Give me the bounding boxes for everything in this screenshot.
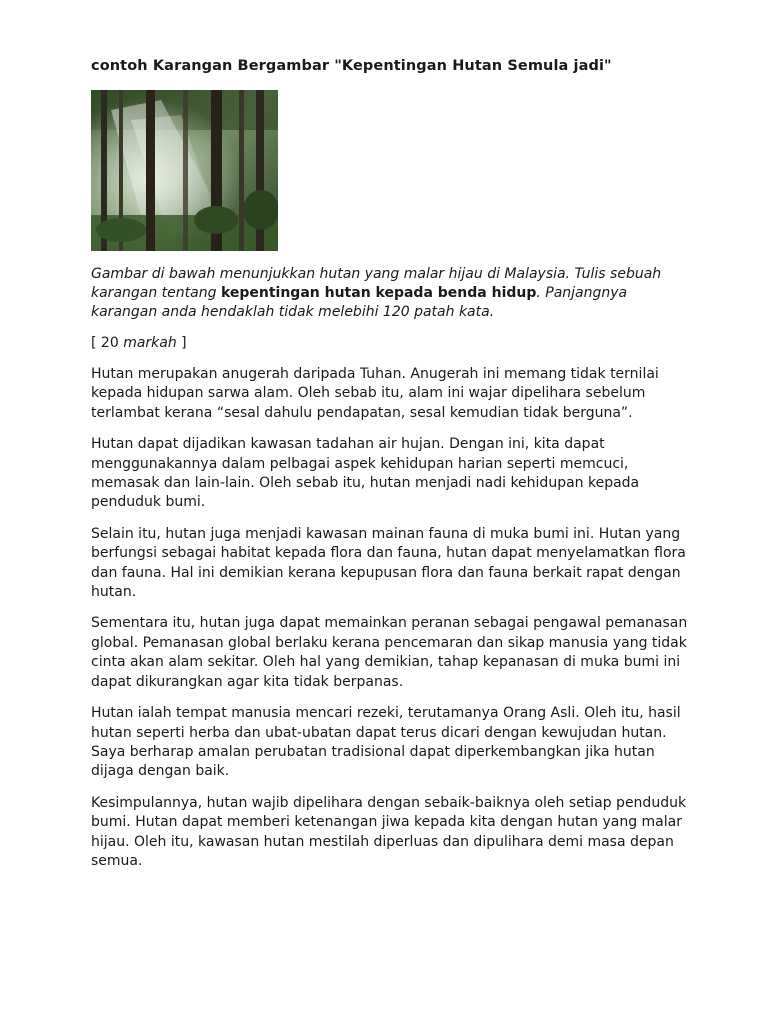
marks-word: markah bbox=[123, 335, 177, 351]
prompt-topic: kepentingan hutan kepada benda hidup bbox=[220, 285, 537, 301]
essay-paragraph: Hutan ialah tempat manusia mencari rezeki, terutamanya Orang Asli. Oleh itu, hasil hutan seperti herba dan ubat-ubatan dapat terus dicari dengan kewujudan hutan. Saya berharap amalan perubatan tradisional dapat diperkembangkan jika hutan dijaga dengan baik. bbox=[91, 705, 681, 780]
marks-label bbox=[91, 334, 691, 353]
document-page bbox=[91, 56, 691, 883]
forest-photo bbox=[91, 90, 278, 251]
prompt-text-1: Gambar di bawah menunjukkan hutan yang malar hijau di Malaysia. Tulis sebuah karangan tentang bbox=[91, 266, 662, 301]
essay-paragraph: Hutan merupakan anugerah daripada Tuhan. Anugerah ini memang tidak ternilai kepada hidupan sarwa alam. Oleh sebab itu, alam ini wajar dipelihara sebelum terlambat kerana “sesal dahulu pendapatan, sesal kemudian tidak berguna”. bbox=[91, 366, 659, 421]
essay-paragraph: Selain itu, hutan juga menjadi kawasan mainan fauna di muka bumi ini. Hutan yang berfungsi sebagai habitat kepada flora dan fauna, hutan dapat menyelamatkan flora dan fauna. Hal ini demikian kerana kepupusan flora dan fauna berkait rapat dengan hutan. bbox=[91, 525, 686, 601]
marks-open: [ 20 bbox=[91, 335, 124, 351]
document-title: contoh Karangan Bergambar "Kepentingan Hutan Semula jadi" bbox=[91, 58, 612, 74]
essay-paragraph: Sementara itu, hutan juga dapat memainkan peranan sebagai pengawal pemanasan global. Pemanasan global berlaku kerana pencemaran dan sikap manusia yang tidak cinta akan alam sekitar. Oleh hal yang demikian, tahap kepanasan di muka bumi ini dapat dikurangkan agar kita tidak berpanas. bbox=[91, 615, 688, 690]
essay-paragraph: Hutan dapat dijadikan kawasan tadahan air hujan. Dengan ini, kita dapat menggunakannya dalam pelbagai aspek kehidupan harian seperti memcuci, memasak dan lain-lain. Oleh sebab itu, hutan menjadi nadi kehidupan kepada penduduk bumi. bbox=[91, 436, 640, 511]
assignment-prompt bbox=[91, 265, 691, 322]
marks-close: ] bbox=[176, 335, 187, 351]
prompt-text-2: . Panjangnya karangan anda hendaklah tidak melebihi 120 patah kata. bbox=[91, 285, 628, 320]
essay-paragraph: Kesimpulannya, hutan wajib dipelihara dengan sebaik-baiknya oleh setiap penduduk bumi. Hutan dapat memberi ketenangan jiwa kepada kita dengan hutan yang malar hijau. Oleh itu, kawasan hutan mestilah diperluas dan dipulihara demi masa depan semua. bbox=[91, 794, 687, 869]
